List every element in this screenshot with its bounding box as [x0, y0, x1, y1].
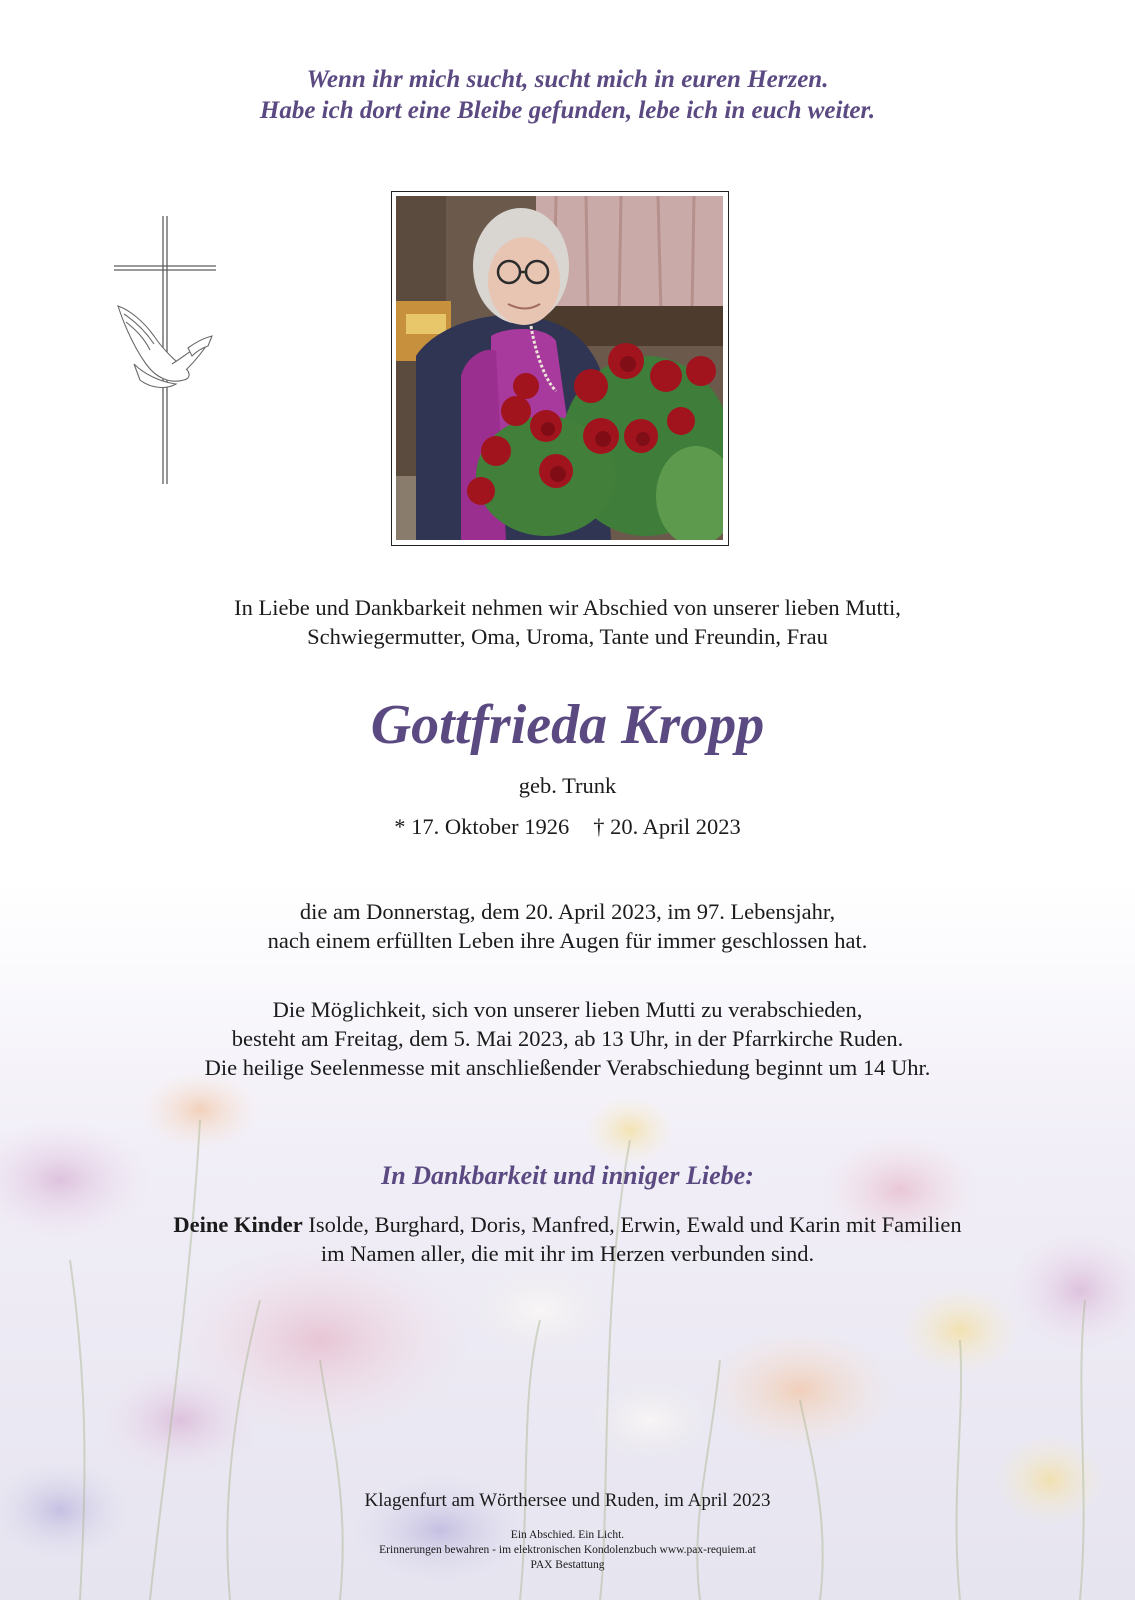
- passing-text: [0, 897, 1135, 955]
- birth-date: * 17. Oktober 1926: [394, 814, 570, 839]
- mourners-lead: Deine Kinder: [173, 1212, 303, 1237]
- footer-slogan: Ein Abschied. Ein Licht.: [510, 1529, 625, 1541]
- service-line-3: Die heilige Seelenmesse mit anschließender Verabschiedung beginnt um 14 Uhr.: [204, 1055, 931, 1080]
- mourners-line-2: im Namen aller, die mit ihr im Herzen verbunden sind.: [320, 1241, 815, 1266]
- place-and-date: Klagenfurt am Wörthersee und Ruden, im April 2023: [364, 1490, 771, 1511]
- portrait-photo: [396, 196, 723, 540]
- mourners-names: Isolde, Burghard, Doris, Manfred, Erwin, Ewald und Karin mit Familien: [302, 1212, 962, 1237]
- footer-company: PAX Bestattung: [530, 1559, 605, 1571]
- mourners-heading: In Dankbarkeit und inniger Liebe:: [381, 1161, 754, 1190]
- maiden-name: geb. Trunk: [518, 773, 617, 798]
- portrait-photo-frame: [391, 191, 729, 546]
- intro-text: [0, 593, 1135, 651]
- cross-with-praying-hands-icon: [112, 214, 218, 486]
- intro-line-1: In Liebe und Dankbarkeit nehmen wir Abschied von unserer lieben Mutti,: [234, 595, 901, 620]
- motto-line-2: Habe ich dort eine Bleibe gefunden, lebe ich in euch weiter.: [259, 97, 876, 124]
- life-dates: [0, 812, 1135, 841]
- intro-line-2: Schwiegermutter, Oma, Uroma, Tante und Freundin, Frau: [307, 624, 828, 649]
- service-line-2: besteht am Freitag, dem 5. Mai 2023, ab 13 Uhr, in der Pfarrkirche Ruden.: [231, 1026, 904, 1051]
- death-date: † 20. April 2023: [593, 814, 741, 839]
- mourners-line-1: [0, 1210, 1135, 1239]
- passing-line-2: nach einem erfüllten Leben ihre Augen für immer geschlossen hat.: [267, 928, 868, 953]
- passing-line-1: die am Donnerstag, dem 20. April 2023, im 97. Lebensjahr,: [299, 899, 836, 924]
- motto-quote: [0, 64, 1135, 126]
- service-info: [0, 995, 1135, 1082]
- mourners-list: [0, 1210, 1135, 1268]
- footer-condolence: Erinnerungen bewahren - im elektronischen Kondolenzbuch www.pax-requiem.at: [379, 1544, 756, 1556]
- deceased-name: Gottfrieda Kropp: [370, 694, 765, 756]
- footer-notes: [0, 1528, 1135, 1573]
- service-line-1: Die Möglichkeit, sich von unserer lieben Mutti zu verabschieden,: [272, 997, 863, 1022]
- motto-line-1: Wenn ihr mich sucht, sucht mich in euren Herzen.: [306, 66, 829, 93]
